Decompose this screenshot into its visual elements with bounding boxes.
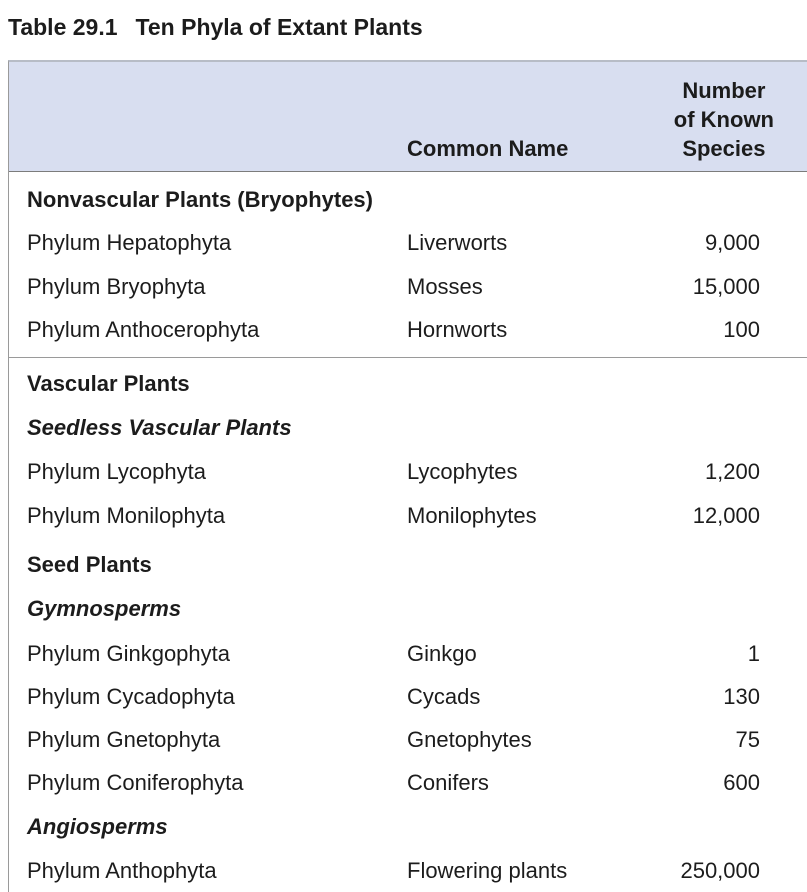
- common-name: Ginkgo: [407, 641, 477, 666]
- species-count: 15,000: [692, 274, 760, 299]
- common-name: Hornworts: [407, 317, 508, 342]
- species-count: 100: [723, 317, 760, 342]
- group-label: Seed Plants: [27, 552, 152, 577]
- subgroup-label: Gymnosperms: [27, 596, 182, 621]
- common-name: Flowering plants: [407, 858, 568, 883]
- header-species-line: of Known: [673, 107, 774, 132]
- row-subgroup-angiosperms: [9, 812, 807, 842]
- table-row: [9, 315, 807, 345]
- phylum-name: Phylum Anthocerophyta: [27, 317, 260, 342]
- table-row: [9, 639, 807, 669]
- common-name: Conifers: [407, 770, 489, 795]
- phylum-name: Phylum Lycophyta: [27, 459, 206, 484]
- phylum-name: Phylum Bryophyta: [27, 274, 206, 299]
- row-group-nonvascular: [9, 185, 807, 215]
- phylum-name: Phylum Ginkgophyta: [27, 641, 230, 666]
- table-row: [9, 725, 807, 755]
- table-row: [9, 457, 807, 487]
- table-caption: [8, 14, 423, 41]
- common-name: Liverworts: [407, 230, 508, 255]
- phyla-table: [8, 60, 807, 892]
- common-name: Mosses: [407, 274, 483, 299]
- phylum-name: Phylum Anthophyta: [27, 858, 217, 883]
- species-count: 1: [747, 641, 760, 666]
- table-row: [9, 856, 807, 886]
- group-label: Nonvascular Plants (Bryophytes): [27, 187, 373, 212]
- header-species-line: Species: [682, 136, 766, 161]
- phylum-name: Phylum Gnetophyta: [27, 727, 221, 752]
- species-count: 12,000: [692, 503, 760, 528]
- section-divider: [9, 357, 807, 358]
- header-known-species: [674, 76, 774, 163]
- table-title: Ten Phyla of Extant Plants: [135, 14, 423, 40]
- common-name: Cycads: [407, 684, 481, 709]
- row-group-seed-plants: [9, 550, 807, 580]
- table-number: Table 29.1: [8, 14, 118, 40]
- species-count: 600: [723, 770, 760, 795]
- header-species-line: Number: [682, 78, 766, 103]
- species-count: 9,000: [704, 230, 760, 255]
- table-header: [9, 62, 807, 172]
- phylum-name: Phylum Hepatophyta: [27, 230, 232, 255]
- phylum-name: Phylum Cycadophyta: [27, 684, 235, 709]
- subgroup-label: Angiosperms: [27, 814, 168, 839]
- phylum-name: Phylum Monilophyta: [27, 503, 226, 528]
- species-count: 1,200: [704, 459, 760, 484]
- common-name: Lycophytes: [407, 459, 518, 484]
- row-subgroup-gymnosperms: [9, 594, 807, 624]
- group-label: Vascular Plants: [27, 371, 190, 396]
- table-row: [9, 501, 807, 531]
- table-row: [9, 682, 807, 712]
- table-row: [9, 272, 807, 302]
- row-group-vascular: [9, 369, 807, 399]
- table-row: [9, 228, 807, 258]
- species-count: 250,000: [680, 858, 760, 883]
- row-subgroup-seedless: [9, 413, 807, 443]
- species-count: 75: [735, 727, 760, 752]
- header-common-name: Common Name: [407, 136, 569, 161]
- phylum-name: Phylum Coniferophyta: [27, 770, 244, 795]
- common-name: Gnetophytes: [407, 727, 532, 752]
- subgroup-label: Seedless Vascular Plants: [27, 415, 292, 440]
- table-row: [9, 768, 807, 798]
- species-count: 130: [723, 684, 760, 709]
- common-name: Monilophytes: [407, 503, 537, 528]
